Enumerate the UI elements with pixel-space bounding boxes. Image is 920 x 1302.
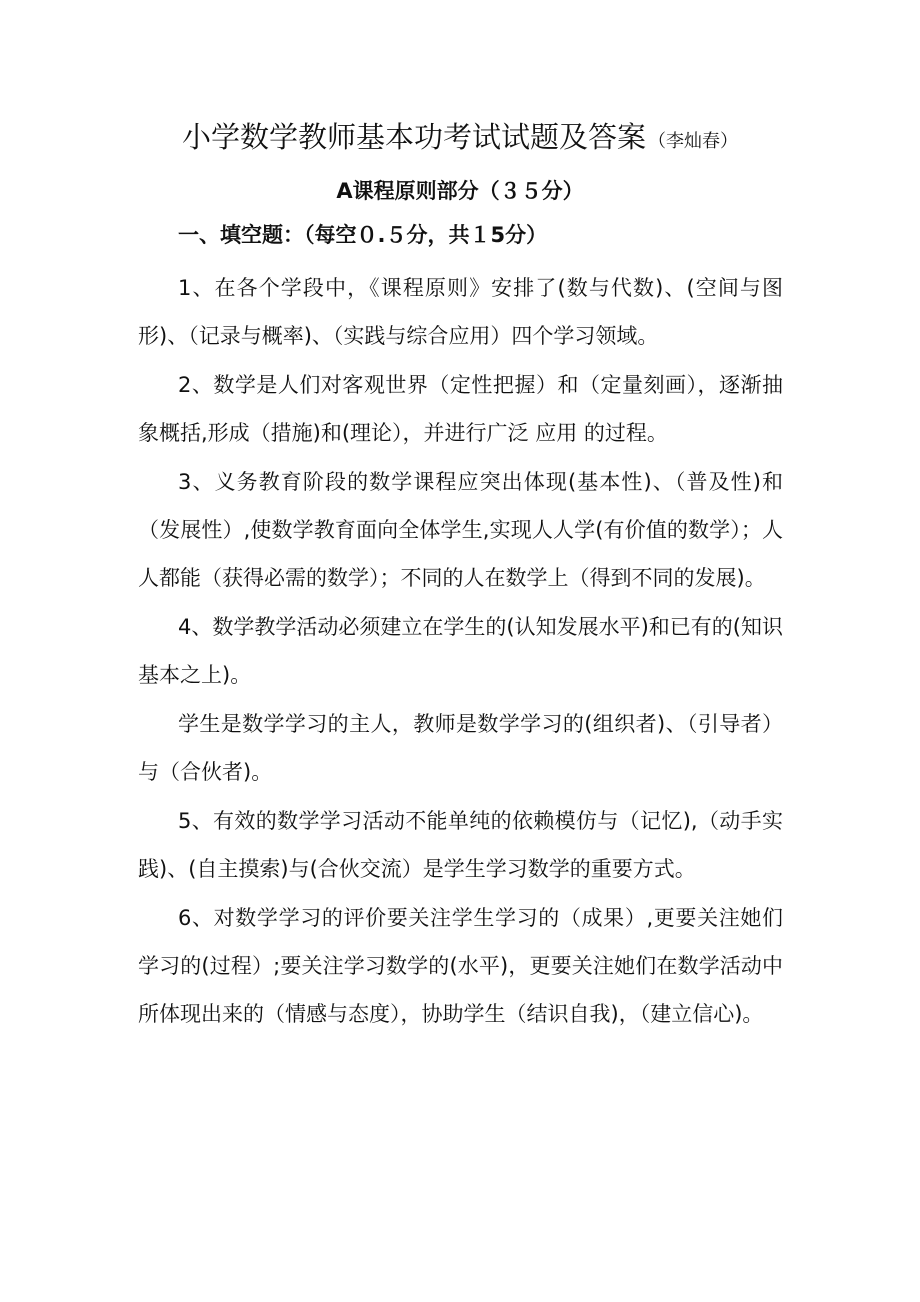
document-title-block — [0, 115, 920, 156]
fill-in-blank-heading: 一、填空题：（每空０.５分，共１5分） — [178, 223, 548, 247]
question-paragraph: 学生是数学学习的主人，教师是数学学习的(组织者)、（引导者）与（合伙者)。 — [138, 712, 783, 784]
author-note: （李灿春） — [648, 131, 738, 152]
question-paragraph: 5、有效的数学学习活动不能单纯的依赖模仿与（记忆),（动手实践)、(自主摸索)与(合伙交流）是学生学习数学的重要方式。 — [138, 809, 783, 881]
question-paragraph: 6、对数学学习的评价要关注学生学习的（成果）,更要关注她们学习的(过程）;要关注学习数学的(水平)，更要关注她们在数学活动中所体现出来的（情感与态度），协助学生（结识自我)，（建立信心)。 — [138, 906, 783, 1026]
question-paragraph: 3、义务教育阶段的数学课程应突出体现(基本性)、（普及性)和（发展性）,使数学教育面向全体学生,实现人人学(有价值的数学）；人人都能（获得必需的数学）；不同的人在数学上（得到不同的发展)。 — [138, 470, 783, 590]
section-a-heading: A课程原则部分（３５分） — [336, 179, 584, 203]
question-paragraph: 2、数学是人们对客观世界（定性把握）和（定量刻画），逐渐抽象概括,形成（措施)和(理论），并进行广泛 应用 的过程。 — [138, 373, 783, 445]
question-paragraph: 1、在各个学段中，《课程原则》安排了(数与代数)、(空间与图形)、（记录与概率)、（实践与综合应用）四个学习领域。 — [138, 276, 783, 348]
document-title: 小学数学教师基本功考试试题及答案 — [181, 120, 646, 154]
question-list — [138, 264, 783, 1038]
question-paragraph: 4、数学教学活动必须建立在学生的(认知发展水平)和已有的(知识基本之上)。 — [138, 615, 783, 687]
